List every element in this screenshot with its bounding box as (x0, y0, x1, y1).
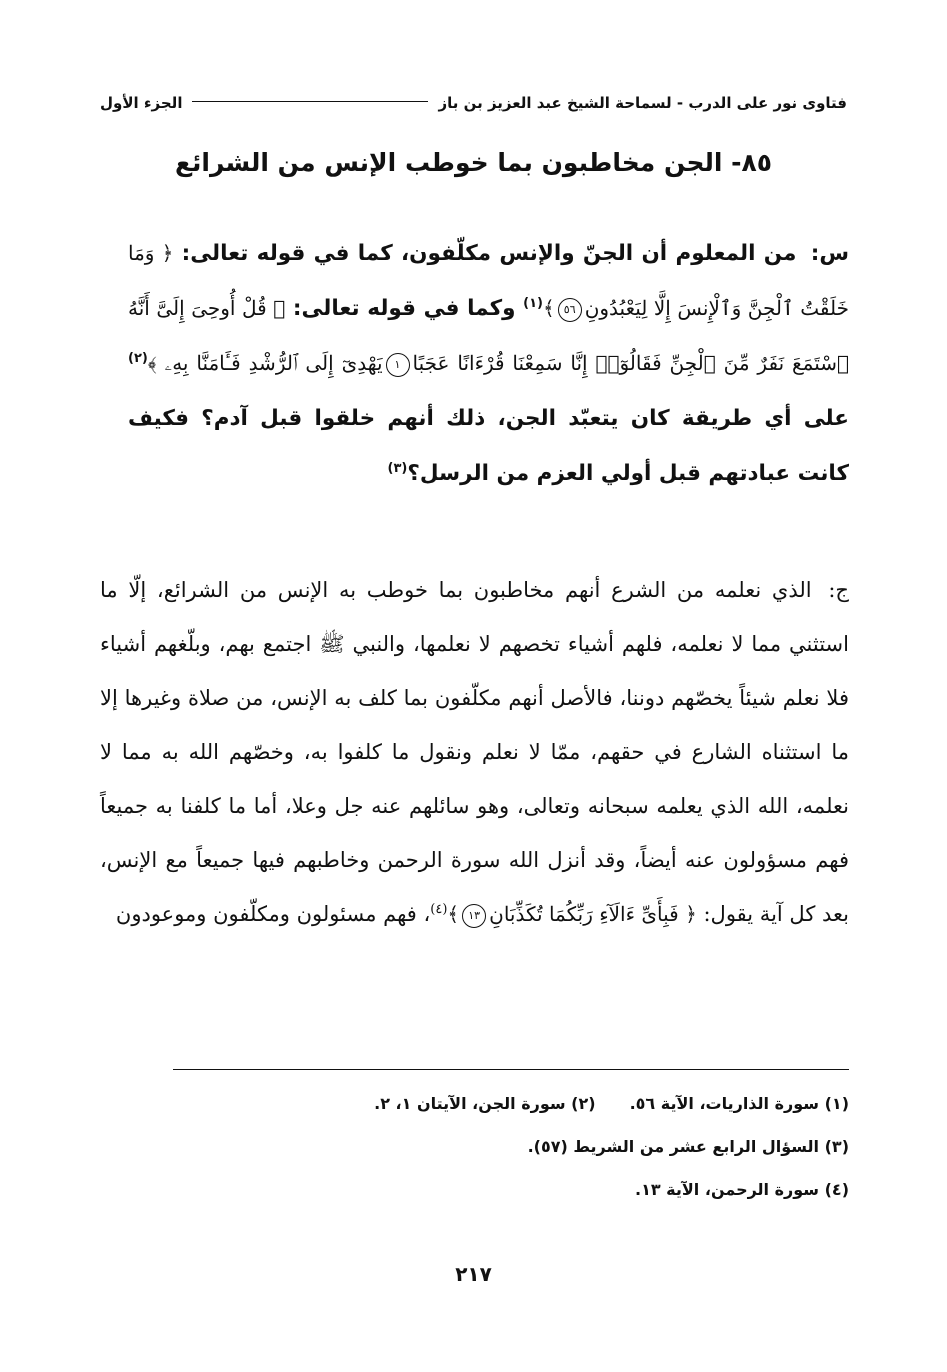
page-number: ٢١٧ (455, 1262, 492, 1286)
footnote-ref-4: (٤) (430, 902, 448, 917)
footnote-3: (٣) السؤال الرابع عشر من الشريط (٥٧). (527, 1137, 849, 1156)
footnote-separator (173, 1069, 849, 1070)
answer-text-2: ، فهم مسئولون ومكلّفون وموعودون (115, 902, 431, 926)
footnote-ref-3: (٣) (387, 460, 408, 476)
verse-1-close: ﴾ (542, 296, 555, 320)
header-rule (192, 101, 428, 102)
footnotes (100, 1082, 849, 1211)
verse-2b-text: يَهْدِىٓ إِلَى ٱلرُّشْدِ فَـَٔامَنَّا بِهِۦ (164, 351, 383, 375)
book-title: فتاوى نور على الدرب - لسماحة الشيخ عبد العزيز بن باز (438, 94, 847, 112)
answer-text-1: الذي نعلمه من الشرع أنهم مخاطبون بما خوطب به الإنس من الشرائع، إلّا ما استثني مما لا نعلمه، فلهم أشياء تخصهم لا نعلمها، والنبي ﷺ اجتمع بهم، وبلّغهم أشياء فلا نعلم شيئاً يخصّهم دوننا، فالأصل أنهم مكلّفون بما كلف به الإنس، من صلاة وغيرها إلا ما استثناه الشارع في حقهم، ممّا لا نعلم ونقول ما كلفوا به، وخصّهم الله به مما لا نعلمه، الله الذي يعلمه سبحانه وتعالى، وهو سائلهم عنه جل وعلا، أما ما كلفنا به جميعاً فهم مسؤولون عنه أيضاً، وقد أنزل الله سورة الرحمن وخاطبهم فيها جميعاً مع الإنس، بعد كل آية يقول: (100, 578, 849, 926)
verse-3-close: ﴾ (447, 902, 460, 926)
footnote-2: (٢) سورة الجن، الآيتان ١، ٢. (374, 1094, 596, 1113)
footnote-ref-2: (٢) (128, 350, 148, 366)
question-block (128, 226, 849, 501)
answer-label: ج: (828, 578, 849, 602)
question-label: س: (810, 241, 849, 266)
footnote-1: (١) سورة الذاريات، الآية ٥٦. (629, 1094, 849, 1113)
answer-block (100, 563, 849, 941)
footnote-line (100, 1125, 849, 1168)
footnote-line (100, 1168, 849, 1211)
ayah-number-marker: ٥٦ (558, 298, 582, 322)
ayah-number-marker: ١٣ (462, 904, 486, 928)
verse-1-text: ﴿ وَمَا خَلَقْتُ ٱلْجِنَّ وَٱلْإِنسَ إِلَّا لِيَعْبُدُونِ (128, 241, 849, 320)
footnote-ref-1: (١) (523, 295, 543, 311)
question-text-2: وكما في قوله تعالى: (292, 296, 516, 321)
ayah-number-marker: ١ (386, 353, 410, 377)
verse-2-text: ﴿ قُلْ أُوحِىَ إِلَىَّ أَنَّهُ ٱسْتَمَعَ نَفَرٌ مِّنَ ٱلْجِنِّ فَقَالُوٓا۟ إِنَّا سَمِعْنَا قُرْءَانًا عَجَبًا (128, 296, 850, 375)
verse-2-close: ﴾ (147, 351, 157, 375)
quran-verse-3 (447, 902, 696, 926)
part-label: الجزء الأول (100, 94, 183, 112)
footnote-4: (٤) سورة الرحمن، الآية ١٣. (635, 1180, 849, 1199)
section-title: ٨٥- الجن مخاطبون بما خوطب الإنس من الشرائع (174, 148, 773, 177)
question-text-3: على أي طريقة كان يتعبّد الجن، ذلك أنهم خلقوا قبل آدم؟ فكيف كانت عبادتهم قبل أولي العزم من الرسل؟ (128, 406, 849, 486)
running-header (100, 88, 847, 118)
verse-3-text: ﴿ فَبِأَىِّ ءَالَآءِ رَبِّكُمَا تُكَذِّبَانِ (489, 902, 697, 926)
question-text-1: من المعلوم أن الجنّ والإنس مكلّفون، كما في قوله تعالى: (181, 241, 797, 266)
footnote-line (100, 1082, 849, 1125)
